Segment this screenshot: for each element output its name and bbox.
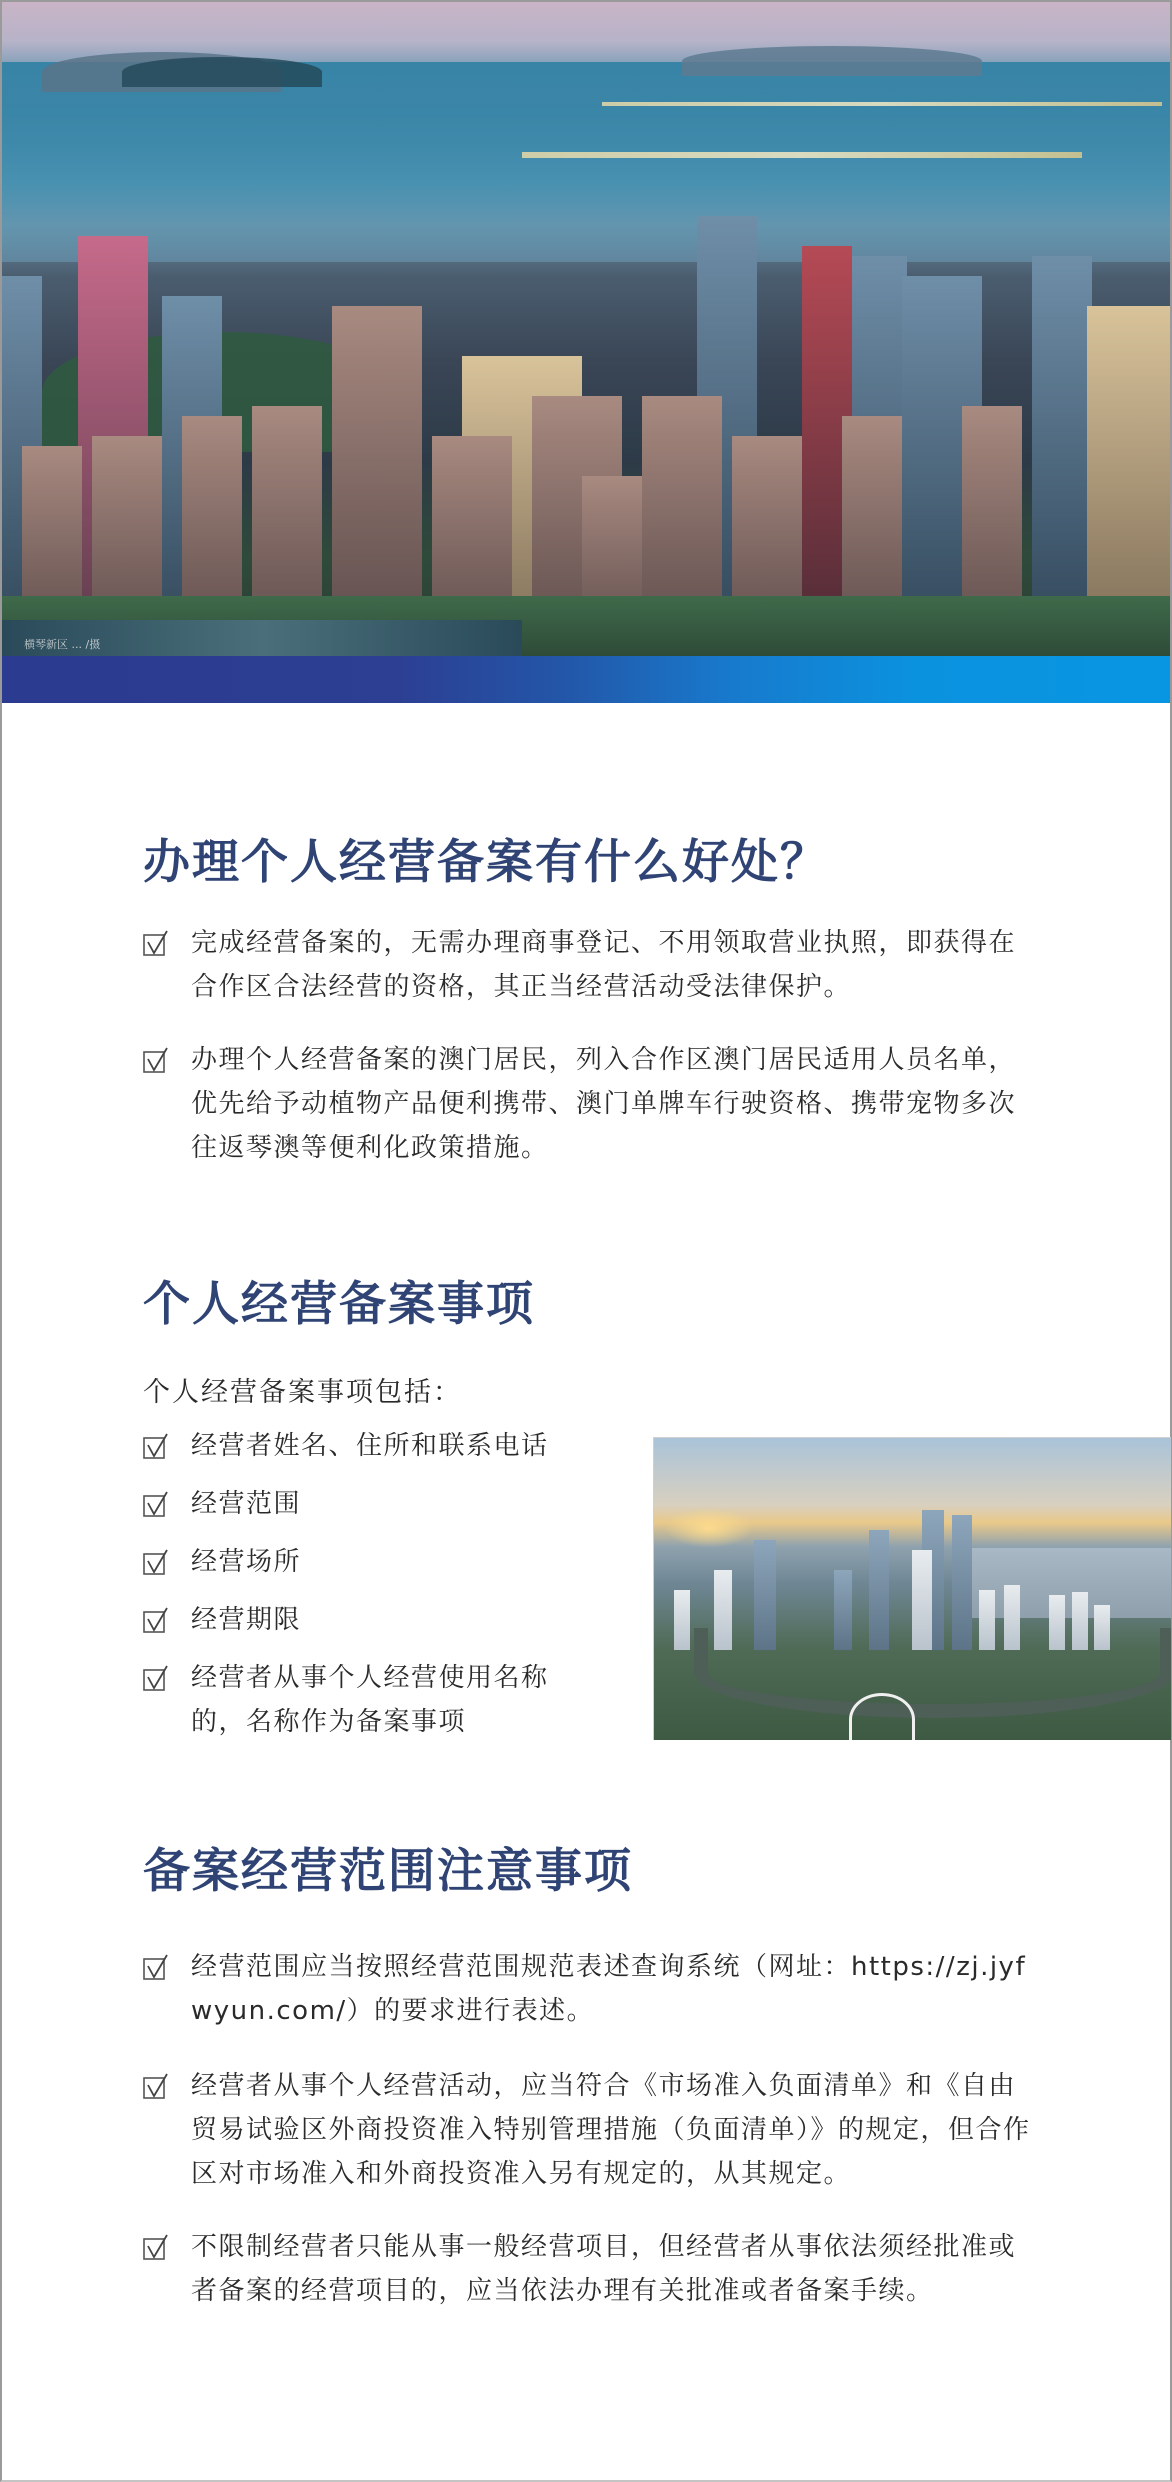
checkbox-checked-icon [143,1548,175,1576]
checkbox-checked-icon [143,1953,175,1981]
section-title-benefits: 办理个人经营备案有什么好处？ [143,835,829,890]
hero-bridge [522,152,1082,158]
section-title-filing-items: 个人经营备案事项 [143,1277,535,1332]
checkbox-checked-icon [143,1664,175,1692]
photo-sun [664,1508,754,1548]
checkbox-checked-icon [143,1606,175,1634]
section-title-scope-notes: 备案经营范围注意事项 [143,1844,633,1899]
hero-image [2,2,1170,656]
list-item-text: 经营者姓名、住所和联系电话 [191,1431,549,1461]
list-item [143,1540,603,1584]
list-item [143,921,1043,1009]
list-item-text: 经营范围 [191,1489,302,1519]
checkbox-checked-icon [143,929,175,957]
checkbox-checked-icon [143,2233,175,2261]
checkbox-checked-icon [143,1046,175,1074]
list-item [143,1424,603,1468]
photo-building [674,1590,690,1650]
checkbox-checked-icon [143,1432,175,1460]
photo-river [694,1628,1171,1718]
hero-mountain [682,46,982,76]
list-item [143,2064,1043,2196]
list-item [143,1038,1043,1170]
list-item [143,1945,1043,2033]
photo-credit: 横琴新区 ... /摄 [24,638,101,651]
list-item-text: 完成经营备案的，无需办理商事登记、不用领取营业执照，即获得在合作区合法经营的资格，其正当经营活动受法律保护。 [191,928,1017,1002]
list-item-text: 经营范围应当按照经营范围规范表述查询系统（网址：https://zj.jyfwyun.com/）的要求进行表述。 [191,1952,1027,2026]
photo-sea [971,1548,1171,1618]
checkbox-checked-icon [143,1490,175,1518]
list-item-text: 经营期限 [191,1605,302,1635]
list-item [143,1598,603,1642]
list-item-text: 不限制经营者只能从事一般经营项目，但经营者从事依法须经批准或者备案的经营项目的，应当依法办理有关批准或者备案手续。 [191,2232,1017,2306]
checkbox-checked-icon [143,2072,175,2100]
list-item [143,1656,603,1744]
section-intro: 个人经营备案事项包括： [143,1377,462,1408]
city-aerial-photo [653,1437,1171,1740]
photo-bridge-arch [849,1693,915,1740]
hero-sea [2,62,1170,262]
gradient-band [2,656,1170,703]
list-item [143,2225,1043,2313]
list-item [143,1482,603,1526]
hero-bridge [602,102,1162,106]
hero-mountain [122,57,322,87]
list-item-text: 办理个人经营备案的澳门居民，列入合作区澳门居民适用人员名单，优先给予动植物产品便利携带、澳门单牌车行驶资格、携带宠物多次往返琴澳等便利化政策措施。 [191,1045,1017,1163]
list-item-text: 经营者从事个人经营使用名称的，名称作为备案事项 [191,1663,549,1737]
list-item-text: 经营者从事个人经营活动，应当符合《市场准入负面清单》和《自由贸易试验区外商投资准入特别管理措施（负面清单）》的规定，但合作区对市场准入和外商投资准入另有规定的，从其规定。 [191,2071,1031,2189]
list-item-text: 经营场所 [191,1547,302,1577]
